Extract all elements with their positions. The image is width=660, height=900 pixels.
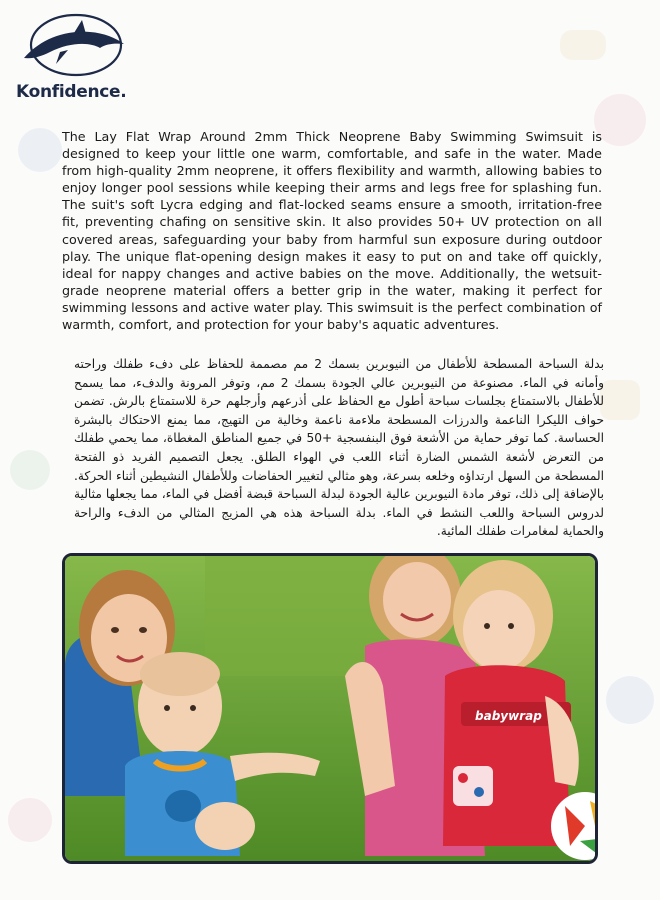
description-english: The Lay Flat Wrap Around 2mm Thick Neoprene Baby Swimming Swimsuit is designed to keep your little one warm, comfortable, and safe in the water. Made from high-quality 2mm neoprene, it offers flexibility and warmth, allowing babies to enjoy longer pool sessions while keeping their arms and legs free for splashing fun. The suit's soft Lycra edging and flat-locked seams ensure a smooth, irritation-free fit, preventing chafing on sensitive skin. It also provides 50+ UV protection on all covered areas, safeguarding your baby from harmful sun exposure during outdoor play. The unique flat-opening design makes it easy to put on and take off quickly, ideal for nappy changes and active babies on the move. Additionally, the wetsuit-grade neoprene material offers a better grip in the water, making it perfect for swimming lessons and active water play. This swimsuit is the perfect combination of warmth, comfort, and protection for your baby's aquatic adventures. <box>62 129 602 333</box>
dolphin-icon <box>20 12 130 78</box>
brand-logo <box>14 12 134 104</box>
product-photo <box>62 553 598 864</box>
description-arabic: بدلة السباحة المسطحة للأطفال من النيوبرين بسمك 2 مم مصممة للحفاظ على دفء طفلك وراحته وأمانه في الماء. مصنوعة من النيوبرين عالي الجودة بسمك 2 مم، وتوفر المرونة والدفء، مما يسمح للأطفال بالاستمتاع بجلسات سباحة أطول مع الحفاظ على أذرعهم وأرجلهم حرة للاستمتاع بالرش. تضمن حواف الليكرا الناعمة والدرزات المسطحة ملاءمة ناعمة وخالية من التهيج، مما يمنع الاحتكاك بالبشرة الحساسة. كما توفر حماية من الأشعة فوق البنفسجية +50 في جميع المناطق المغطاة، مما يحمي طفلك من التعرض لأشعة الشمس الضارة أثناء اللعب في الهواء الطلق. يجعل التصميم الفريد ذو الفتحة المسطحة من السهل ارتداؤه وخلعه بسرعة، وهو مثالي لتغيير الحفاضات وللأطفال النشيطين أثناء الحركة. بالإضافة إلى ذلك، توفر مادة النيوبرين عالية الجودة لبدلة السباحة قبضة أفضل في الماء، مما يجعلها مثالية لدروس السباحة واللعب النشط في الماء. بدلة السباحة هذه هي المزيج المثالي من الدفء والراحة والحماية لمغامرات طفلك المائية. <box>74 357 604 539</box>
brand-wordmark: Konfidence. <box>16 82 127 102</box>
suit-print-label: babywrap <box>475 709 542 723</box>
